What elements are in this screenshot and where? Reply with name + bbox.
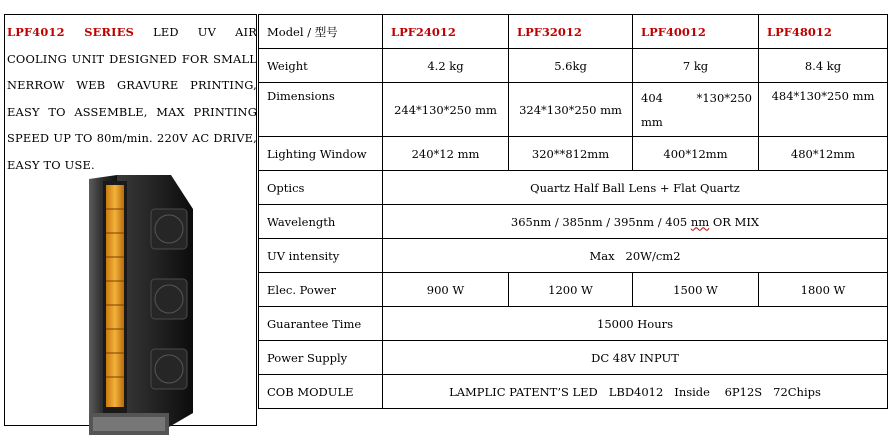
weight-lpf40012: 7 kg	[633, 49, 759, 83]
row-label-lighting-window: Lighting Window	[259, 137, 383, 171]
series-name: LPF4012 SERIES	[7, 25, 135, 39]
dimensions-lpf40012-c: mm	[641, 114, 663, 129]
led-uv-lamp-image	[85, 169, 197, 437]
dimensions-lpf40012-a: 404	[641, 90, 663, 105]
dimensions-lpf40012	[633, 83, 759, 137]
specification-table	[258, 14, 888, 409]
power-supply-value: DC 48V INPUT	[383, 341, 888, 375]
power-lpf48012: 1800 W	[759, 273, 888, 307]
wavelength-value-c: OR MIX	[709, 214, 760, 229]
dimensions-lpf40012-b: *130*250	[696, 90, 752, 105]
guarantee-value: 15000 Hours	[383, 307, 888, 341]
table-row-weight	[259, 49, 888, 83]
table-row-optics	[259, 171, 888, 205]
weight-lpf24012: 4.2 kg	[383, 49, 509, 83]
uv-intensity-value: Max 20W/cm2	[383, 239, 888, 273]
row-label-weight: Weight	[259, 49, 383, 83]
product-description	[7, 19, 257, 178]
wavelength-value-b: nm	[690, 214, 710, 229]
window-lpf48012: 480*12mm	[759, 137, 888, 171]
model-lpf32012: LPF32012	[509, 15, 633, 49]
row-label-cob-module: COB MODULE	[259, 375, 383, 409]
table-row-dimensions	[259, 83, 888, 137]
dimensions-lpf24012: 244*130*250 mm	[383, 83, 509, 137]
row-label-optics: Optics	[259, 171, 383, 205]
wavelength-value-a: 365nm / 385nm / 395nm / 405	[510, 214, 691, 229]
dimensions-lpf48012: 484*130*250 mm	[759, 83, 888, 137]
row-label-power-supply: Power Supply	[259, 341, 383, 375]
row-label-uv-intensity: UV intensity	[259, 239, 383, 273]
table-row-power	[259, 273, 888, 307]
cob-module-value: LAMPLIC PATENT’S LED LBD4012 Inside 6P12S 72Chips	[383, 375, 888, 409]
row-label-guarantee: Guarantee Time	[259, 307, 383, 341]
weight-lpf48012: 8.4 kg	[759, 49, 888, 83]
power-lpf24012: 900 W	[383, 273, 509, 307]
window-lpf40012: 400*12mm	[633, 137, 759, 171]
model-lpf48012: LPF48012	[759, 15, 888, 49]
table-row-cob-module	[259, 375, 888, 409]
power-lpf40012: 1500 W	[633, 273, 759, 307]
row-label-dimensions: Dimensions	[259, 83, 383, 137]
window-lpf24012: 240*12 mm	[383, 137, 509, 171]
table-row-guarantee	[259, 307, 888, 341]
table-row-power-supply	[259, 341, 888, 375]
table-row-uv-intensity	[259, 239, 888, 273]
row-label-power: Elec. Power	[259, 273, 383, 307]
table-row-model	[259, 15, 888, 49]
model-lpf40012: LPF40012	[633, 15, 759, 49]
description-text: LED UV AIR COOLING UNIT DESIGNED FOR SMALL NERROW WEB GRAVURE PRINTING, EASY TO ASSEMBLE, MAX PRINTING SPEED UP TO 80m/min. 220V AC DRIVE, EASY TO USE.	[7, 25, 258, 172]
dimensions-lpf32012: 324*130*250 mm	[509, 83, 633, 137]
table-row-wavelength	[259, 205, 888, 239]
weight-lpf32012: 5.6kg	[509, 49, 633, 83]
model-lpf24012: LPF24012	[383, 15, 509, 49]
optics-value: Quartz Half Ball Lens + Flat Quartz	[383, 171, 888, 205]
row-label-wavelength: Wavelength	[259, 205, 383, 239]
power-lpf32012: 1200 W	[509, 273, 633, 307]
product-description-cell	[4, 14, 257, 426]
wavelength-value	[383, 205, 888, 239]
row-label-model: Model / 型号	[259, 15, 383, 49]
table-row-lighting-window	[259, 137, 888, 171]
window-lpf32012: 320**812mm	[509, 137, 633, 171]
